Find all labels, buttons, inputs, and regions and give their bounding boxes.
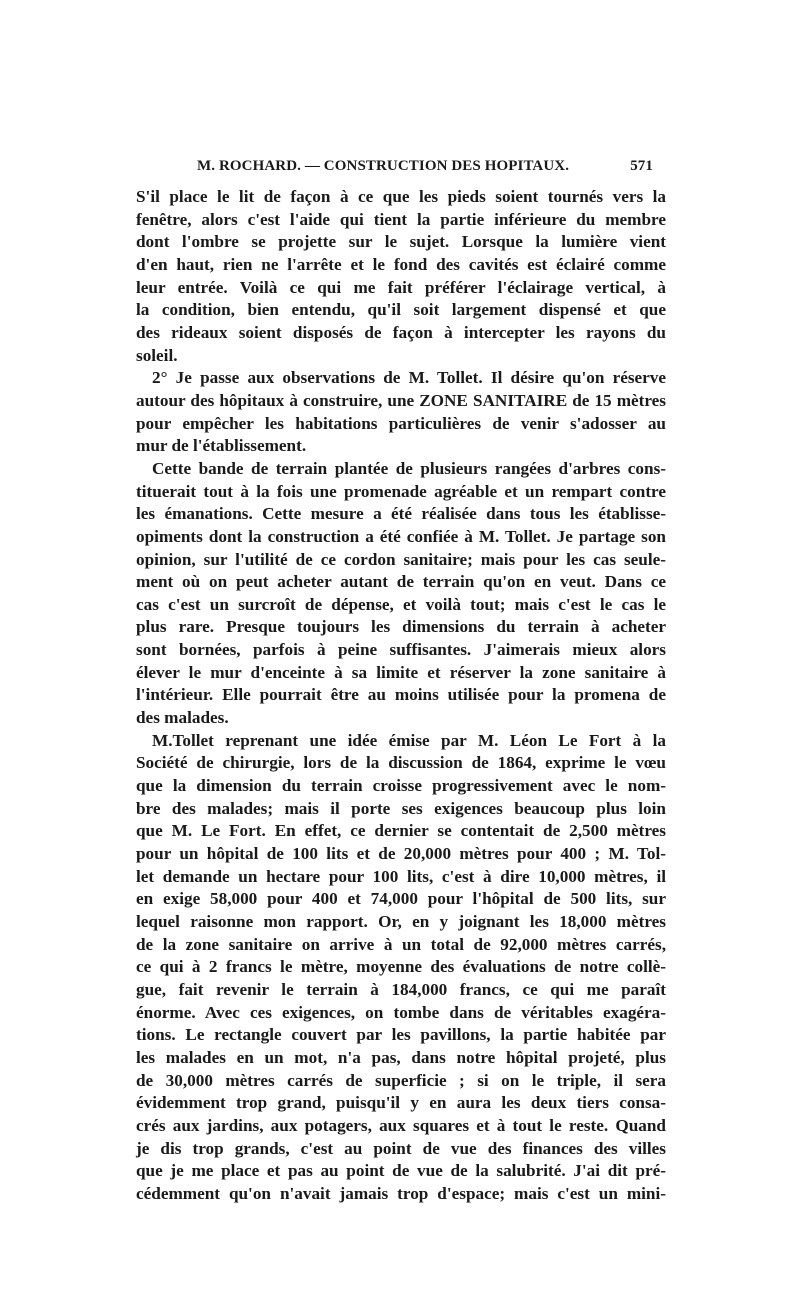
text-line: opiments dont la construction a été confiée à M. Tollet. Je partage son [136, 526, 666, 546]
text-line: Société de chirurgie, lors de la discussion de 1864, exprime le vœu [136, 753, 666, 773]
page-number: 571 [630, 158, 653, 174]
text-line: sont bornées, parfois à peine suffisantes. J'aimerais mieux alors [136, 640, 666, 660]
text-line: la condition, bien entendu, qu'il soit largement dispensé et que [136, 300, 666, 320]
text-line: que je me place et pas au point de vue de la salubrité. J'ai dit pré- [136, 1161, 666, 1181]
text-line: fenêtre, alors c'est l'aide qui tient la partie inférieure du membre [136, 209, 666, 229]
running-title: M. ROCHARD. — CONSTRUCTION DES HOPITAUX. [197, 158, 570, 174]
text-line: lequel raisonne mon rapport. Or, en y joignant les 18,000 mètres [136, 912, 666, 931]
text-line: de 30,000 mètres carrés de superficie ; si on le triple, il sera [136, 1070, 666, 1090]
text-line: pour un hôpital de 100 lits et de 20,000 mètres pour 400 ; M. Tol- [136, 844, 666, 864]
text-line: gue, fait revenir le terrain à 184,000 francs, ce qui me paraît [136, 979, 666, 999]
text-line: cédemment qu'on n'avait jamais trop d'espace; mais c'est un mini- [136, 1183, 666, 1203]
text-line: énorme. Avec ces exigences, on tombe dans de véritables exagéra- [136, 1002, 666, 1022]
text-line: que M. Le Fort. En effet, ce dernier se contentait de 2,500 mètres [136, 821, 666, 841]
text-line: tituerait tout à la fois une promenade agréable et un rempart contre [136, 481, 666, 501]
text-line: tions. Le rectangle couvert par les pavillons, la partie habitée par [136, 1025, 666, 1045]
text-line: leur entrée. Voilà ce qui me fait préférer l'éclairage vertical, à [136, 277, 666, 297]
text-line: je dis trop grands, c'est au point de vue des finances des villes [136, 1138, 666, 1158]
text-line: 2° Je passe aux observations de M. Tollet. Il désire qu'on réserve [152, 368, 666, 388]
text-line: des malades. [136, 708, 229, 728]
text-line: d'en haut, rien ne l'arrête et le fond des cavités est éclairé comme [136, 254, 666, 274]
text-line: crés aux jardins, aux potagers, aux squares et à tout le reste. Quand [136, 1115, 666, 1135]
text-line: pour empêcher les habitations particulières de venir s'adosser au [136, 413, 666, 433]
text-line: autour des hôpitaux à construire, une ZONE SANITAIRE de 15 mètres [136, 390, 666, 410]
text-line: les malades en un mot, n'a pas, dans notre hôpital projeté, plus [136, 1047, 666, 1067]
text-line: en exige 58,000 pour 400 et 74,000 pour l'hôpital de 500 lits, sur [136, 889, 666, 909]
text-line: ce qui à 2 francs le mètre, moyenne des évaluations de notre collè- [136, 957, 666, 977]
text-line: cas c'est un surcroît de dépense, et voilà tout; mais c'est le cas le [136, 594, 666, 614]
text-line: mur de l'établissement. [136, 436, 307, 456]
text-line: opinion, sur l'utilité de ce cordon sanitaire; mais pour les cas seule- [136, 549, 666, 569]
text-line: élever le mur d'enceinte à sa limite et réserver la zone sanitaire à [136, 662, 666, 682]
text-line: ment où on peut acheter autant de terrain qu'on en veut. Dans ce [136, 572, 666, 592]
text-line: bre des malades; mais il porte ses exigences beaucoup plus loin [136, 798, 666, 818]
text-line: let demande un hectare pour 100 lits, c'est à dire 10,000 mètres, il [136, 866, 666, 886]
text-line: des rideaux soient disposés de façon à intercepter les rayons du [136, 322, 666, 342]
text-line: Cette bande de terrain plantée de plusieurs rangées d'arbres cons- [152, 458, 666, 478]
text-line: plus rare. Presque toujours les dimensions du terrain à acheter [136, 617, 666, 637]
text-line: les émanations. Cette mesure a été réalisée dans tous les établisse- [136, 504, 666, 524]
text-line: M.Tollet reprenant une idée émise par M. Léon Le Fort à la [152, 730, 666, 750]
text-line: de la zone sanitaire on arrive à un total de 92,000 mètres carrés, [136, 934, 666, 954]
text-line: que la dimension du terrain croisse progressivement avec le nom- [136, 776, 666, 796]
body-text [136, 186, 666, 1206]
text-line: soleil. [136, 345, 178, 365]
text-line: S'il place le lit de façon à ce que les pieds soient tournés vers la [136, 187, 666, 206]
text-line: l'intérieur. Elle pourrait être au moins utilisée pour la promena de [136, 685, 666, 705]
text-line: évidemment trop grand, puisqu'il y en aura les deux tiers consa- [136, 1093, 666, 1113]
text-line: dont l'ombre se projette sur le sujet. Lorsque la lumière vient [136, 232, 666, 252]
